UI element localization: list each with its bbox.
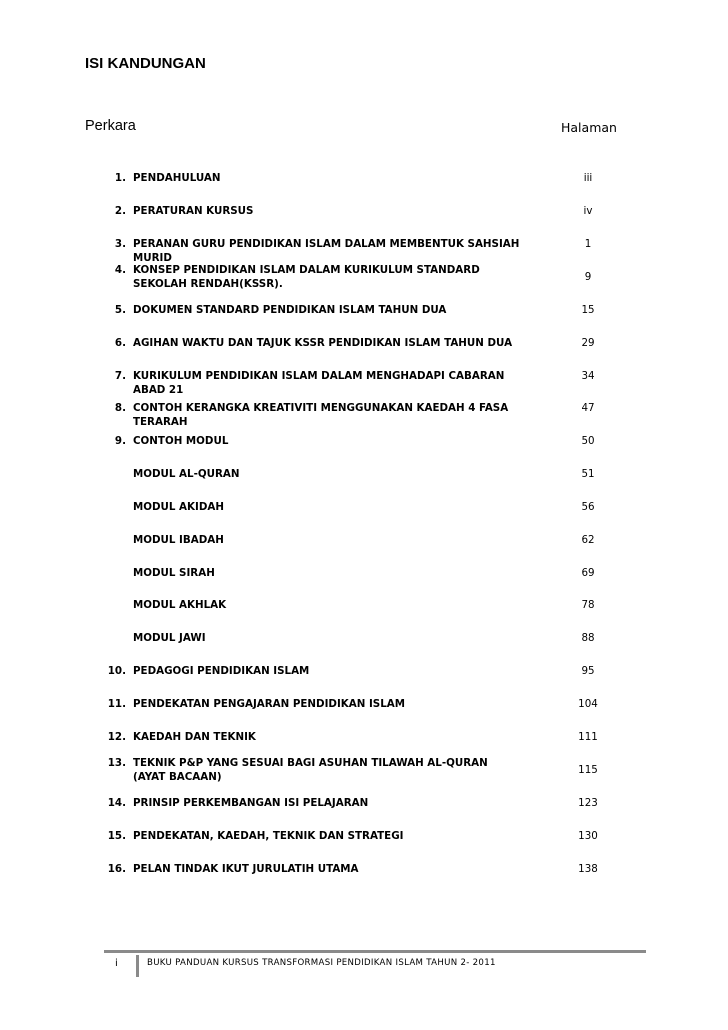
toc-entry-number: 3. [114,238,126,250]
toc-entry-page: 50 [581,435,595,447]
column-header-perkara: Perkara [85,118,136,134]
toc-entry-number: 12. [107,731,126,743]
toc-entry-number: 9. [114,435,126,447]
toc-entry-page: 47 [581,402,595,414]
toc-entry-title: AGIHAN WAKTU DAN TAJUK KSSR PENDIDIKAN ISLAM TAHUN DUA [133,337,513,349]
toc-entry-number: 2. [114,205,126,217]
toc-entry-title: PENDEKATAN, KAEDAH, TEKNIK DAN STRATEGI [133,830,404,842]
toc-entry-title: MODUL JAWI [133,632,206,644]
toc-entry-page: iv [583,205,593,217]
toc-entry-page: 138 [578,863,598,875]
toc-entry-page: 56 [581,501,595,513]
toc-entry-number: 8. [114,402,126,414]
toc-entry-page: 104 [578,698,598,710]
toc-entry-title: PELAN TINDAK IKUT JURULATIH UTAMA [133,863,359,875]
toc-entry-page: 9 [584,271,592,283]
toc-entry-title: CONTOH MODUL [133,435,229,447]
toc-entry-page: 78 [581,599,595,611]
toc-entry-title: PENDAHULUAN [133,172,221,184]
toc-entry-number: 11. [107,698,126,710]
footer-divider [104,950,646,953]
toc-entry-title: KONSEP PENDIDIKAN ISLAM DALAM KURIKULUM STANDARD SEKOLAH RENDAH(KSSR). [133,264,480,290]
toc-entry-title: PENDEKATAN PENGAJARAN PENDIDIKAN ISLAM [133,698,405,710]
toc-entry-page: 1 [584,238,592,250]
toc-entry-title: PERATURAN KURSUS [133,205,254,217]
footer-page-number: i [115,958,118,969]
toc-entry-title: MODUL AKHLAK [133,599,227,611]
toc-entry-page: 62 [581,534,595,546]
toc-entry-number: 4. [114,264,126,276]
toc-entry-page: iii [583,172,593,184]
toc-entry-number: 7. [114,370,126,382]
toc-entry-title: CONTOH KERANGKA KREATIVITI MENGGUNAKAN KAEDAH 4 FASA TERARAH [133,402,509,428]
toc-entry-page: 115 [578,764,598,776]
toc-entry-title: DOKUMEN STANDARD PENDIDIKAN ISLAM TAHUN DUA [133,304,447,316]
footer-separator [136,955,139,977]
toc-entry-title: KURIKULUM PENDIDIKAN ISLAM DALAM MENGHADAPI CABARAN ABAD 21 [133,370,505,396]
toc-entry-title: PEDAGOGI PENDIDIKAN ISLAM [133,665,310,677]
toc-entry-page: 111 [578,731,598,743]
toc-entry-number: 5. [114,304,126,316]
toc-entry-title: PERANAN GURU PENDIDIKAN ISLAM DALAM MEMBENTUK SAHSIAH MURID [133,238,520,264]
toc-entry-page: 15 [581,304,595,316]
toc-entry-number: 6. [114,337,126,349]
toc-entry-title: PRINSIP PERKEMBANGAN ISI PELAJARAN [133,797,369,809]
toc-entry-page: 88 [581,632,595,644]
toc-entry-page: 69 [581,567,595,579]
toc-entry-page: 95 [581,665,595,677]
toc-entry-title: MODUL IBADAH [133,534,224,546]
toc-entry-title: MODUL AL-QURAN [133,468,240,480]
toc-entry-page: 29 [581,337,595,349]
toc-entry-number: 13. [107,757,126,769]
footer-text: BUKU PANDUAN KURSUS TRANSFORMASI PENDIDIKAN ISLAM TAHUN 2- 2011 [147,958,496,968]
toc-entry-title: TEKNIK P&P YANG SESUAI BAGI ASUHAN TILAWAH AL-QURAN (AYAT BACAAN) [133,757,488,783]
toc-entry-page: 51 [581,468,595,480]
toc-entry-number: 1. [114,172,126,184]
toc-entry-title: MODUL AKIDAH [133,501,224,513]
toc-entry-page: 34 [581,370,595,382]
toc-entry-number: 10. [107,665,126,677]
toc-entry-number: 14. [107,797,126,809]
toc-entry-title: MODUL SIRAH [133,567,215,579]
toc-entry-page: 123 [578,797,598,809]
toc-entry-number: 16. [107,863,126,875]
column-header-halaman: Halaman [561,120,617,135]
page-title: ISI KANDUNGAN [85,55,206,72]
toc-entry-title: KAEDAH DAN TEKNIK [133,731,256,743]
toc-entry-page: 130 [578,830,598,842]
toc-entry-number: 15. [107,830,126,842]
